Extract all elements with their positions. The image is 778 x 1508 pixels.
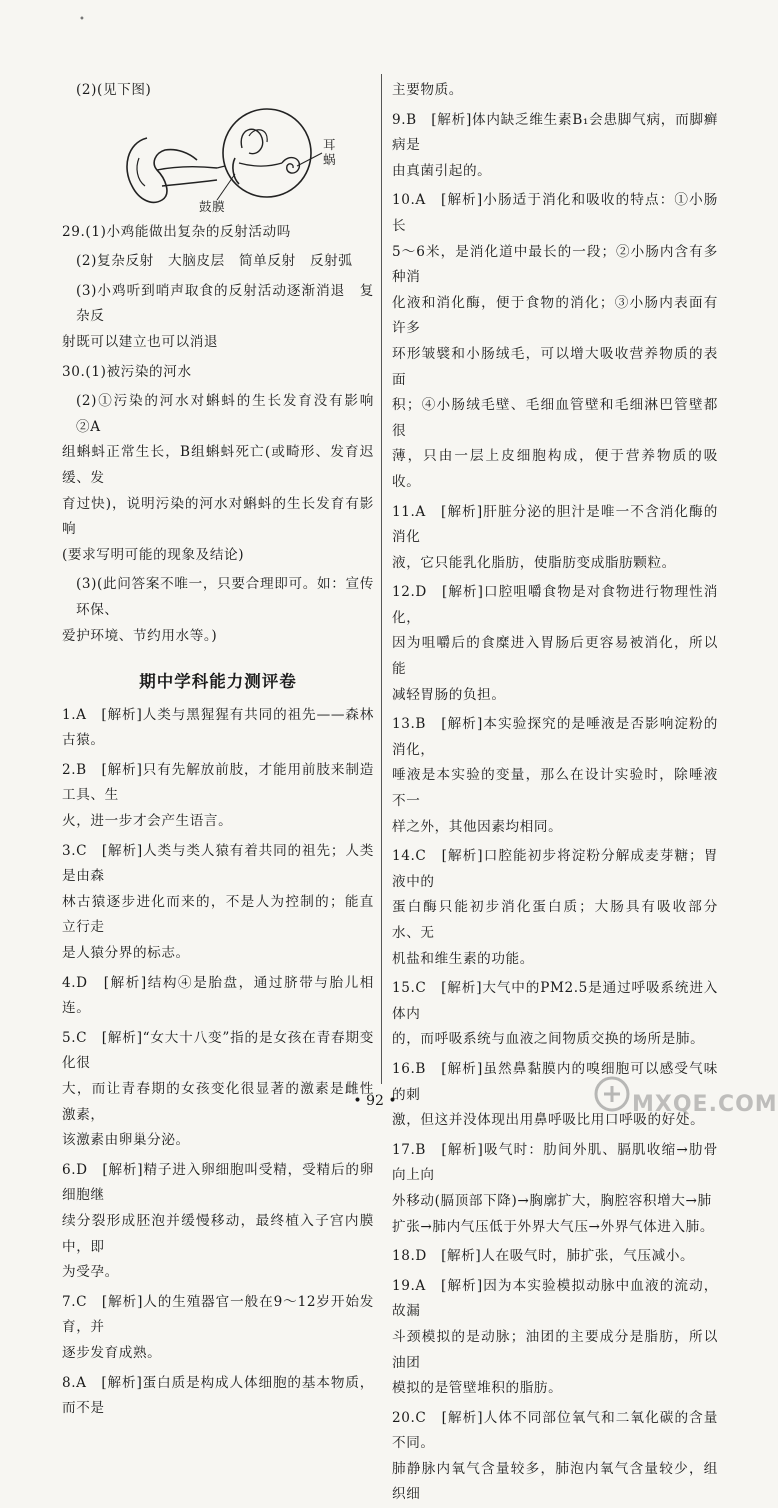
item-29-3 xyxy=(62,279,374,356)
line: 主要物质。 xyxy=(392,82,463,98)
answer-18 xyxy=(392,1244,718,1270)
line: 液，它只能乳化脂肪，使脂肪变成脂肪颗粒。 xyxy=(392,554,676,571)
answer-10 xyxy=(392,188,718,495)
answer-3 xyxy=(62,839,374,967)
line: 外移动(膈顶部下降)→胸廓扩大，胸腔容积增大→肺 xyxy=(392,1192,712,1209)
line: 样之外，其他因素均相同。 xyxy=(392,818,563,835)
item-29-2 xyxy=(62,249,374,275)
watermark xyxy=(592,1060,778,1122)
line: 12.D [解析]口腔咀嚼食物是对食物进行物理性消化， xyxy=(392,584,718,626)
cochlea-label-1: 耳 xyxy=(323,136,337,152)
line: 组蝌蚪正常生长，B组蝌蚪死亡(或畸形、发育迟缓、发 xyxy=(62,444,374,486)
line: 薄，只由一层上皮细胞构成，便于营养物质的吸收。 xyxy=(392,448,718,490)
line: 林古猿逐步进化而来的，不是人为控制的；能直立行走 xyxy=(62,893,374,936)
line: 斗颈模拟的是动脉；油团的主要成分是脂肪，所以油团 xyxy=(392,1328,718,1371)
answer-8 xyxy=(62,1371,374,1422)
section-title: 期中学科能力测评卷 xyxy=(139,672,297,692)
line: 逐步发育成熟。 xyxy=(62,1344,162,1361)
line: 30.(1)被污染的河水 xyxy=(62,363,192,380)
answer-4 xyxy=(62,971,374,1022)
line: 16.B [解析]虽然鼻黏膜内的嗅细胞可以感受气味的刺 xyxy=(392,1060,718,1103)
line: (2)复杂反射 大脑皮层 简单反射 反射弧 xyxy=(76,253,353,270)
line: 激，但这并没体现出用鼻呼吸比用口呼吸的好处。 xyxy=(392,1112,705,1129)
answer-1 xyxy=(62,703,374,754)
line: 2.B [解析]只有先解放前肢，才能用前肢来制造工具、生 xyxy=(62,761,374,804)
watermark-text: MXQE.COM xyxy=(632,1092,778,1117)
line: 9.B [解析]体内缺乏维生素B₁会患脚气病，而脚癣病是 xyxy=(392,111,718,154)
right-column xyxy=(392,78,718,1508)
answer-17 xyxy=(392,1138,718,1240)
line: 5.C [解析]“女大十八变”指的是女孩在青春期变化很 xyxy=(62,1029,374,1072)
column-divider xyxy=(381,74,382,1084)
line: 蛋白酶只能初步消化蛋白质；大肠具有吸收部分水、无 xyxy=(392,899,718,941)
eardrum-label: 鼓膜 xyxy=(199,198,226,214)
line: 积；④小肠绒毛壁、毛细血管壁和毛细淋巴管壁都很 xyxy=(392,397,718,439)
line: 火，进一步才会产生语言。 xyxy=(62,813,233,830)
line: 17.B [解析]吸气时：肋间外肌、膈肌收缩→肋骨向上向 xyxy=(392,1141,718,1184)
answer-5 xyxy=(62,1026,374,1154)
line: 29.(1)小鸡能做出复杂的反射活动吗 xyxy=(62,223,291,240)
left-answers xyxy=(62,703,374,1422)
line: 14.C [解析]口腔能初步将淀粉分解成麦芽糖；胃液中的 xyxy=(392,848,718,890)
line: 6.D [解析]精子进入卵细胞叫受精，受精后的卵细胞继 xyxy=(62,1161,374,1204)
line: 该激素由卵巢分泌。 xyxy=(62,1132,190,1149)
line: 减轻胃肠的负担。 xyxy=(392,686,506,703)
item-29-1 xyxy=(62,220,374,246)
answer-12 xyxy=(392,580,718,708)
line: 1.A [解析]人类与黑猩猩有共同的祖先——森林古猿。 xyxy=(62,706,374,749)
line: 为受孕。 xyxy=(62,1264,119,1281)
item-30-1 xyxy=(62,360,374,386)
line: (3)小鸡听到哨声取食的反射活动逐渐消退 复杂反 xyxy=(76,282,374,325)
page-number: • 92 • xyxy=(353,1093,397,1109)
line: 5～6米，是消化道中最长的一段；②小肠内含有多种消 xyxy=(392,243,718,286)
answer-14 xyxy=(392,844,718,972)
page-mark: • xyxy=(79,14,85,25)
line: 由真菌引起的。 xyxy=(392,162,492,179)
line: 唾液是本实验的变量，那么在设计实验时，除唾液不一 xyxy=(392,767,718,810)
item-30-2 xyxy=(62,389,389,568)
ear-diagram xyxy=(117,108,357,218)
line: 18.D [解析]人在吸气时，肺扩张，气压减小。 xyxy=(392,1248,695,1265)
line: (2)①污染的河水对蝌蚪的生长发育没有影响 ②A xyxy=(76,393,389,435)
line: 环形皱襞和小肠绒毛，可以增大吸收营养物质的表面 xyxy=(392,345,718,388)
line: 是人猿分界的标志。 xyxy=(62,945,190,962)
answer-7 xyxy=(62,1290,374,1367)
line: 13.B [解析]本实验探究的是唾液是否影响淀粉的消化， xyxy=(392,716,718,758)
left-items xyxy=(62,220,389,650)
line: 10.A [解析]小肠适于消化和吸收的特点：①小肠长 xyxy=(392,192,718,234)
line: 19.A [解析]因为本实验模拟动脉中血液的流动，故漏 xyxy=(392,1277,718,1320)
answer-8-cont xyxy=(392,78,718,104)
item-30-3 xyxy=(62,572,374,649)
answer-19 xyxy=(392,1274,718,1402)
ear-diagram-svg xyxy=(117,108,357,218)
answer-13 xyxy=(392,712,718,840)
line: 的，而呼吸系统与血液之间物质交换的场所是肺。 xyxy=(392,1031,705,1048)
line: 续分裂形成胚泡并缓慢移动，最终植入子宫内膜中，即 xyxy=(62,1212,374,1255)
line: 7.C [解析]人的生殖器官一般在9～12岁开始发育，并 xyxy=(62,1293,374,1336)
line: 射既可以建立也可以消退 xyxy=(62,333,219,350)
line: (3)(此问答案不唯一，只要合理即可。如：宣传环保、 xyxy=(76,576,374,618)
watermark-logo-icon xyxy=(592,1074,632,1114)
line: (要求写明可能的现象及结论) xyxy=(62,546,245,563)
line: 大，而让青春期的女孩变化很显著的激素是雌性激素， xyxy=(62,1081,374,1123)
line: 扩张→肺内气压低于外界大气压→外界气体进入肺。 xyxy=(392,1218,715,1235)
answer-6 xyxy=(62,1158,374,1286)
line: 育过快)，说明污染的河水对蝌蚪的生长发育有影响 xyxy=(62,495,374,538)
line: 8.A [解析]蛋白质是构成人体细胞的基本物质，而不是 xyxy=(62,1374,374,1417)
line: 肺静脉内氧气含量较多，肺泡内氧气含量较少，组织细 xyxy=(392,1460,718,1503)
line: 爱护环境、节约用水等。) xyxy=(62,627,218,644)
page-number-value: 92 xyxy=(366,1093,384,1109)
line: 机盐和维生素的功能。 xyxy=(392,950,534,967)
answer-2 xyxy=(62,758,374,835)
figure-intro: (2)(见下图) xyxy=(76,82,152,98)
answer-11 xyxy=(392,500,718,577)
line: 11.A [解析]肝脏分泌的胆汁是唯一不含消化酶的消化 xyxy=(392,503,718,546)
line: 15.C [解析]大气中的PM2.5是通过呼吸系统进入体内 xyxy=(392,980,718,1022)
answer-15 xyxy=(392,976,718,1053)
line: 模拟的是管壁堆积的脂肪。 xyxy=(392,1380,563,1397)
line: 3.C [解析]人类与类人猿有着共同的祖先；人类是由森 xyxy=(62,842,374,885)
answer-20 xyxy=(392,1406,718,1508)
answer-9 xyxy=(392,108,718,185)
line: 20.C [解析]人体不同部位氧气和二氧化碳的含量不同。 xyxy=(392,1409,718,1452)
line: 4.D [解析]结构④是胎盘，通过脐带与胎儿相连。 xyxy=(62,974,374,1017)
line: 化液和消化酶，便于食物的消化；③小肠内表面有许多 xyxy=(392,294,718,337)
line: 因为咀嚼后的食糜进入胃肠后更容易被消化，所以能 xyxy=(392,635,718,678)
cochlea-label-2: 蜗 xyxy=(323,151,337,167)
